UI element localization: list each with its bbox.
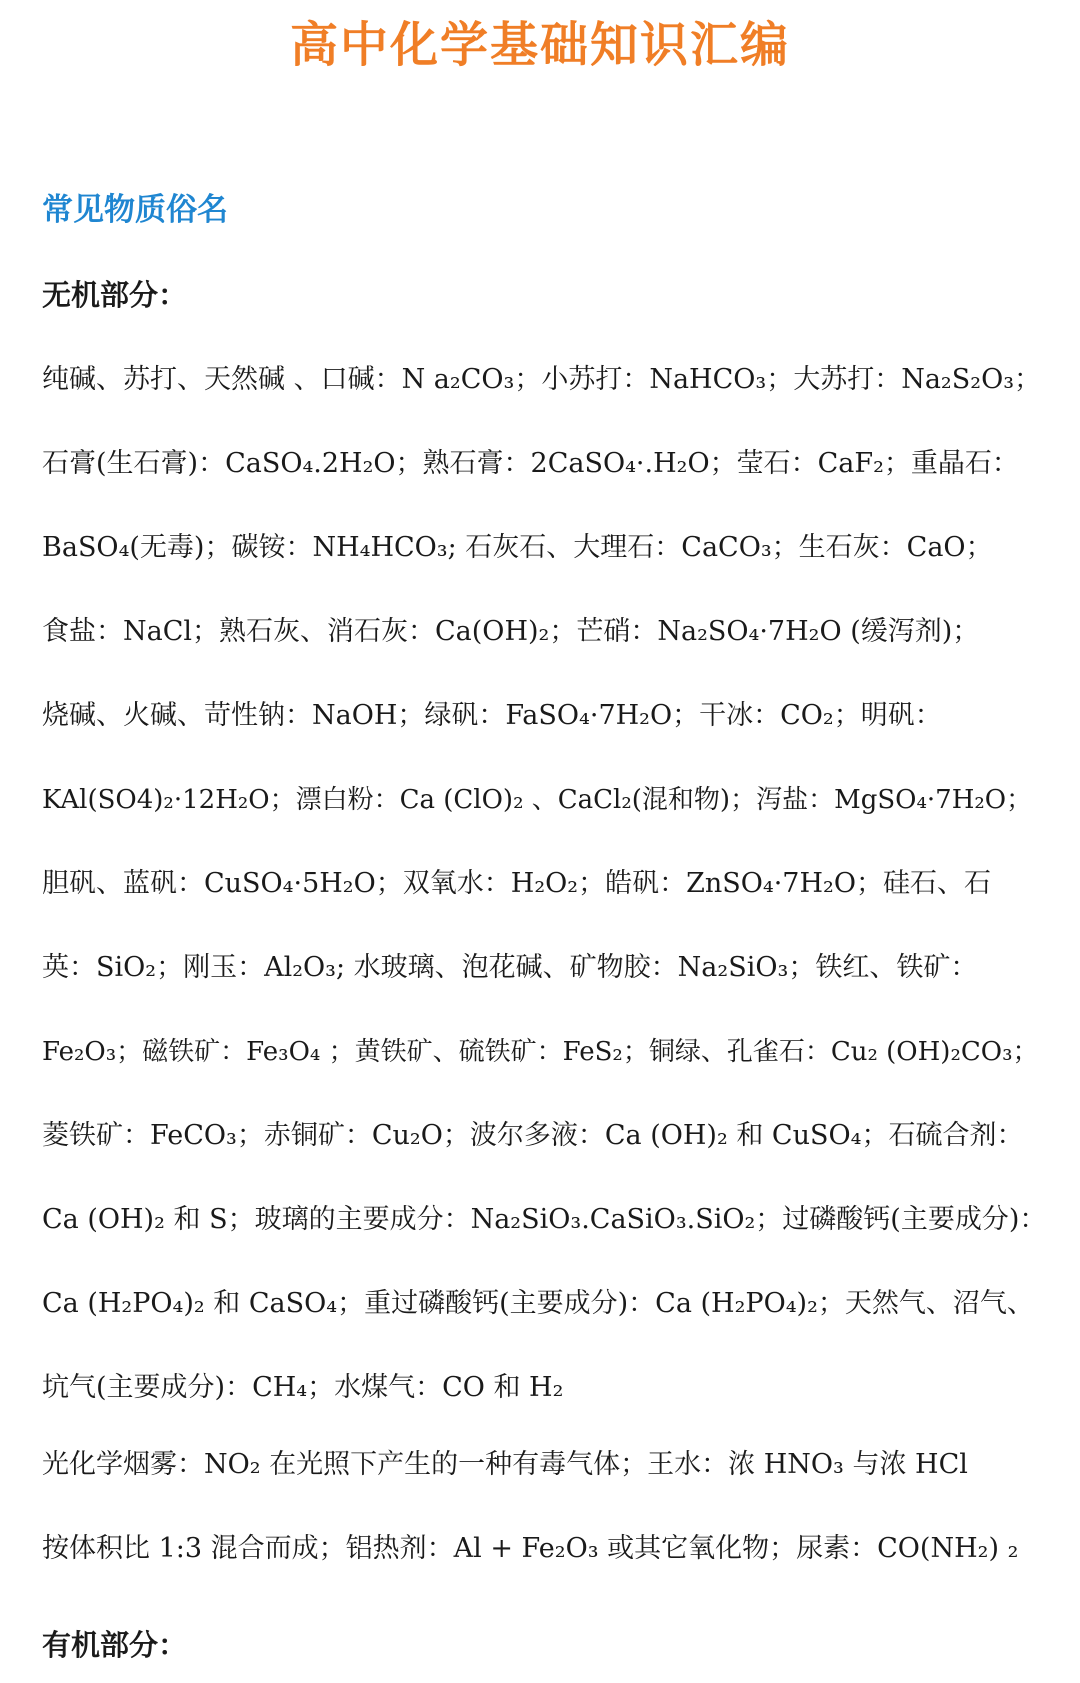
text-line: 英：SiO₂；刚玉：Al₂O₃; 水玻璃、泡花碱、矿物胶：Na₂SiO₃；铁红、铁矿：: [42, 952, 978, 983]
text-line: 烧碱、火碱、苛性钠：NaOH；绿矾：FaSO₄·7H₂O；干冰：CO₂；明矾：: [42, 700, 942, 731]
text-line: 石膏(生石膏)：CaSO₄.2H₂O；熟石膏：2CaSO₄·.H₂O；莹石：CaF₂；重晶石：: [42, 448, 1019, 479]
inorganic-paragraph: [42, 355, 1050, 1447]
text-line: Ca (H₂PO₄)₂ 和 CaSO₄；重过磷酸钙(主要成分)：Ca (H₂PO₄)₂；天然气、沼气、: [42, 1288, 1034, 1319]
text-line: 菱铁矿：FeCO₃；赤铜矿：Cu₂O；波尔多液：Ca (OH)₂ 和 CuSO₄；石硫合剂：: [42, 1120, 1024, 1151]
text-line: 按体积比 1:3 混合而成；铝热剂：Al + Fe₂O₃ 或其它氧化物；尿素：CO(NH₂) ₂: [42, 1533, 1019, 1564]
text-line: Ca (OH)₂ 和 S；玻璃的主要成分：Na₂SiO₃.CaSiO₃.SiO₂；过磷酸钙(主要成分)：: [42, 1204, 1047, 1235]
photochem-paragraph: [42, 1440, 1050, 1608]
organic-heading: 有机部分：: [42, 1628, 188, 1662]
section-title: 常见物质俗名: [42, 192, 228, 228]
text-line: KAl(SO4)₂·12H₂O；漂白粉：Ca (ClO)₂ 、CaCl₂(混和物)；泻盐：MgSO₄·7H₂O；: [42, 785, 1033, 815]
inorganic-heading: 无机部分：: [42, 278, 188, 312]
text-line: Fe₂O₃；磁铁矿：Fe₃O₄ ；黄铁矿、硫铁矿：FeS₂；铜绿、孔雀石：Cu₂ (OH)₂CO₃；: [42, 1037, 1039, 1067]
page-title: 高中化学基础知识汇编: [289, 17, 790, 73]
text-line: BaSO₄(无毒)；碳铵：NH₄HCO₃; 石灰石、大理石：CaCO₃；生石灰：CaO；: [42, 532, 993, 563]
text-line: 胆矾、蓝矾：CuSO₄·5H₂O；双氧水：H₂O₂；皓矾：ZnSO₄·7H₂O；硅石、石: [42, 868, 991, 899]
text-line: 食盐：NaCl；熟石灰、消石灰：Ca(OH)₂；芒硝：Na₂SO₄·7H₂O (缓泻剂)；: [42, 616, 980, 647]
text-line: 光化学烟雾：NO₂ 在光照下产生的一种有毒气体；王水：浓 HNO₃ 与浓 HCl: [42, 1449, 968, 1480]
text-line: 坑气(主要成分)：CH₄；水煤气：CO 和 H₂: [42, 1372, 564, 1403]
text-line: 纯碱、苏打、天然碱 、口碱：N a₂CO₃；小苏打：NaHCO₃；大苏打：Na₂S₂O₃；: [42, 364, 1042, 395]
